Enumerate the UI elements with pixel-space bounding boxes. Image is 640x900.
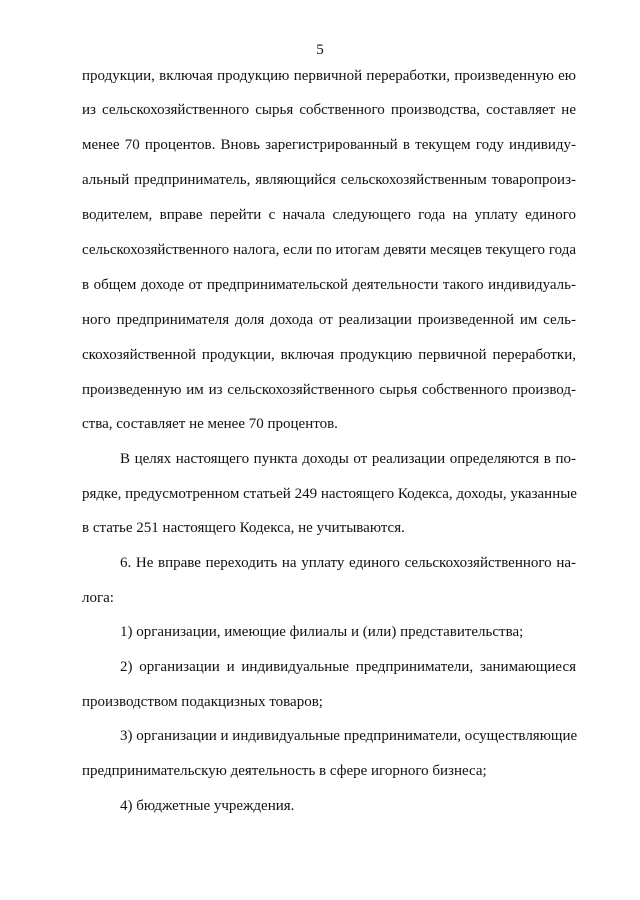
text-line: в общем доходе от предпринимательской деятельности такого индивидуаль- bbox=[82, 277, 576, 293]
text-line: водителем, вправе перейти с начала следующего года на уплату единого bbox=[82, 207, 576, 223]
list-item: 3) организации и индивидуальные предприниматели, осуществляющие bbox=[120, 728, 578, 744]
text-line: предпринимательскую деятельность в сфере игорного бизнеса; bbox=[82, 763, 487, 779]
text-line: производством подакцизных товаров; bbox=[82, 694, 323, 710]
list-item: 2) организации и индивидуальные предприниматели, занимающиеся bbox=[120, 659, 576, 675]
text-line: лога: bbox=[82, 590, 114, 606]
list-item: 1) организации, имеющие филиалы и (или) представительства; bbox=[120, 624, 524, 640]
text-line: сельскохозяйственного налога, если по итогам девяти месяцев текущего года bbox=[82, 242, 576, 258]
text-line: скохозяйственной продукции, включая продукцию первичной переработки, bbox=[82, 347, 576, 363]
text-line: рядке, предусмотренном статьей 249 настоящего Кодекса, доходы, указанные bbox=[82, 486, 577, 502]
list-item: 4) бюджетные учреждения. bbox=[120, 798, 295, 814]
text-line: ного предпринимателя доля дохода от реализации произведенной им сель- bbox=[82, 312, 576, 328]
text-line: В целях настоящего пункта доходы от реализации определяются в по- bbox=[120, 451, 576, 467]
text-line: альный предприниматель, являющийся сельскохозяйственным товаропроиз- bbox=[82, 172, 576, 188]
text-line: 6. Не вправе переходить на уплату единого сельскохозяйственного на- bbox=[120, 555, 576, 571]
text-line: продукции, включая продукцию первичной переработки, произведенную ею bbox=[82, 68, 576, 84]
text-line: ства, составляет не менее 70 процентов. bbox=[82, 416, 338, 432]
text-line: из сельскохозяйственного сырья собственного производства, составляет не bbox=[82, 102, 576, 118]
text-line: произведенную им из сельскохозяйственного сырья собственного производ- bbox=[82, 382, 576, 398]
text-line: в статье 251 настоящего Кодекса, не учитываются. bbox=[82, 520, 405, 536]
text-line: менее 70 процентов. Вновь зарегистрированный в текущем году индивиду- bbox=[82, 137, 576, 153]
page-number: 5 bbox=[316, 42, 324, 58]
